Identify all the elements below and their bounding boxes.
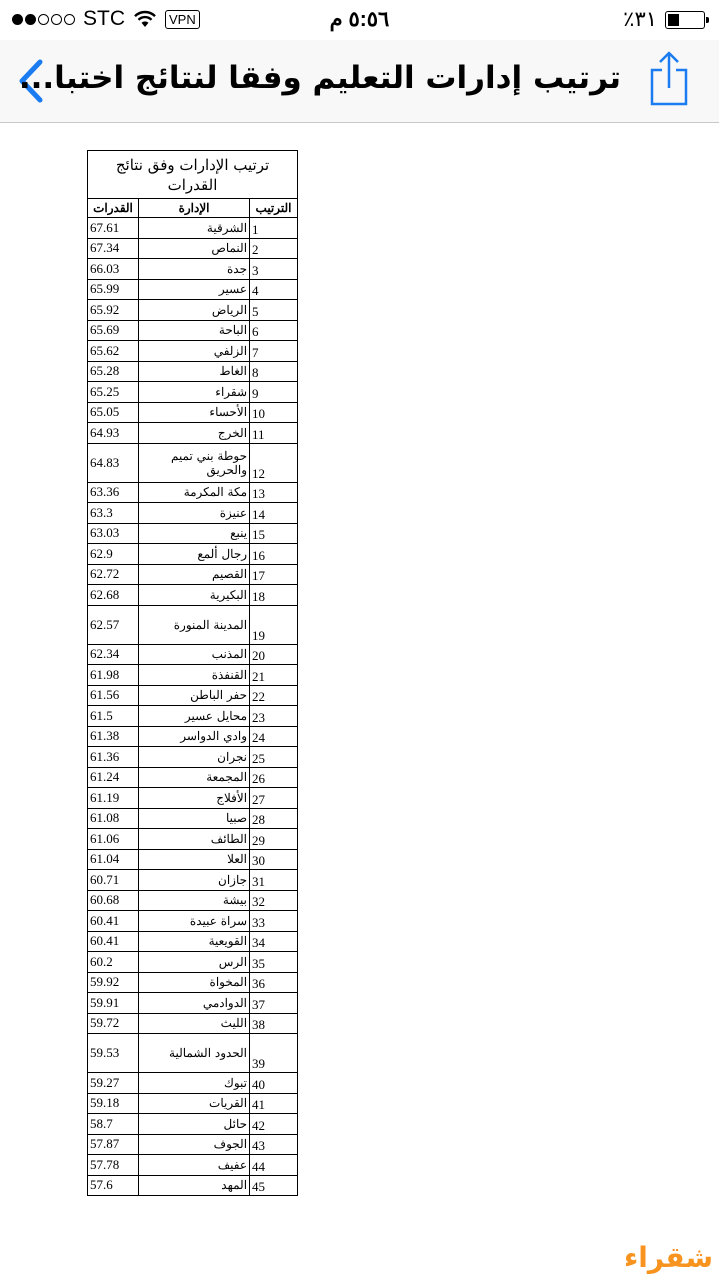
table-row — [88, 911, 298, 932]
score-cell: 59.92 — [88, 972, 139, 993]
score-cell: 61.06 — [88, 829, 139, 850]
rank-cell: 9 — [250, 382, 298, 403]
table-row — [88, 644, 298, 665]
score-cell: 65.99 — [88, 279, 139, 300]
name-cell: الشرقية — [139, 218, 250, 239]
name-cell: شقراء — [139, 382, 250, 403]
table-row — [88, 423, 298, 444]
score-cell: 65.25 — [88, 382, 139, 403]
table-row — [88, 726, 298, 747]
score-cell: 61.38 — [88, 726, 139, 747]
rank-cell: 19 — [250, 605, 298, 644]
score-cell: 63.03 — [88, 523, 139, 544]
carrier-name: STC — [83, 7, 125, 30]
name-cell: عنيزة — [139, 503, 250, 524]
rank-cell: 26 — [250, 767, 298, 788]
score-cell: 65.69 — [88, 320, 139, 341]
name-cell: العلا — [139, 849, 250, 870]
rank-cell: 44 — [250, 1155, 298, 1176]
rank-cell: 40 — [250, 1073, 298, 1094]
score-cell: 64.83 — [88, 443, 139, 482]
name-cell: عسير — [139, 279, 250, 300]
rank-cell: 7 — [250, 341, 298, 362]
name-cell: ينبع — [139, 523, 250, 544]
table-row — [88, 564, 298, 585]
score-cell: 67.61 — [88, 218, 139, 239]
score-cell: 58.7 — [88, 1114, 139, 1135]
score-cell: 57.87 — [88, 1134, 139, 1155]
name-cell: بيشة — [139, 890, 250, 911]
name-cell: حفر الباطن — [139, 685, 250, 706]
table-row — [88, 361, 298, 382]
page-title: ترتيب إدارات التعليم وفقا لنتائج اختبا... — [18, 60, 621, 96]
score-cell: 63.36 — [88, 482, 139, 503]
table-row — [88, 788, 298, 809]
rank-cell: 36 — [250, 972, 298, 993]
table-row — [88, 544, 298, 565]
rank-cell: 1 — [250, 218, 298, 239]
name-cell: الأفلاج — [139, 788, 250, 809]
table-row — [88, 443, 298, 482]
table-row — [88, 402, 298, 423]
rank-cell: 13 — [250, 482, 298, 503]
score-cell: 61.98 — [88, 665, 139, 686]
rank-cell: 8 — [250, 361, 298, 382]
name-cell: عفيف — [139, 1155, 250, 1176]
table-row — [88, 503, 298, 524]
name-cell: الرس — [139, 952, 250, 973]
table-row — [88, 523, 298, 544]
rank-cell: 37 — [250, 993, 298, 1014]
table-row — [88, 808, 298, 829]
name-cell: جازان — [139, 870, 250, 891]
rank-cell: 30 — [250, 849, 298, 870]
table-row — [88, 665, 298, 686]
name-cell: الطائف — [139, 829, 250, 850]
score-cell: 65.28 — [88, 361, 139, 382]
name-cell: القنفذة — [139, 665, 250, 686]
rank-cell: 42 — [250, 1114, 298, 1135]
rank-cell: 5 — [250, 300, 298, 321]
rank-cell: 28 — [250, 808, 298, 829]
table-row — [88, 1073, 298, 1094]
rank-cell: 6 — [250, 320, 298, 341]
name-cell: الحدود الشمالية — [139, 1034, 250, 1073]
score-cell: 65.05 — [88, 402, 139, 423]
score-cell: 62.72 — [88, 564, 139, 585]
score-cell: 62.34 — [88, 644, 139, 665]
score-cell: 62.9 — [88, 544, 139, 565]
name-cell: الدوادمي — [139, 993, 250, 1014]
name-cell: حوطة بني تميم والحريق — [139, 443, 250, 482]
table-row — [88, 341, 298, 362]
name-cell: تبوك — [139, 1073, 250, 1094]
table-row — [88, 300, 298, 321]
score-cell: 57.78 — [88, 1155, 139, 1176]
table-row — [88, 931, 298, 952]
score-cell: 59.18 — [88, 1093, 139, 1114]
rank-cell: 32 — [250, 890, 298, 911]
table-row — [88, 706, 298, 727]
score-cell: 61.36 — [88, 747, 139, 768]
name-cell: المخواة — [139, 972, 250, 993]
score-cell: 62.68 — [88, 585, 139, 606]
table-row — [88, 279, 298, 300]
rank-cell: 43 — [250, 1134, 298, 1155]
rank-cell: 18 — [250, 585, 298, 606]
rank-cell: 2 — [250, 238, 298, 259]
table-row — [88, 320, 298, 341]
name-cell: المدينة المنورة — [139, 605, 250, 644]
rank-cell: 4 — [250, 279, 298, 300]
rank-cell: 17 — [250, 564, 298, 585]
name-cell: نجران — [139, 747, 250, 768]
score-cell: 60.71 — [88, 870, 139, 891]
rank-cell: 33 — [250, 911, 298, 932]
name-cell: الغاط — [139, 361, 250, 382]
name-cell: الزلفي — [139, 341, 250, 362]
name-cell: مكة المكرمة — [139, 482, 250, 503]
score-cell: 59.53 — [88, 1034, 139, 1073]
score-cell: 60.2 — [88, 952, 139, 973]
name-cell: القريات — [139, 1093, 250, 1114]
table-caption: ترتيب الإدارات وفق نتائج القدرات — [88, 151, 298, 199]
score-cell: 66.03 — [88, 259, 139, 280]
battery-percent: ٪٣١ — [623, 8, 657, 31]
score-cell: 65.92 — [88, 300, 139, 321]
name-cell: وادي الدواسر — [139, 726, 250, 747]
rank-cell: 31 — [250, 870, 298, 891]
name-cell: الرياض — [139, 300, 250, 321]
score-cell: 60.41 — [88, 911, 139, 932]
nav-bar — [0, 40, 719, 123]
table-row — [88, 1134, 298, 1155]
vpn-badge: VPN — [165, 10, 200, 29]
table-row — [88, 259, 298, 280]
rank-cell: 22 — [250, 685, 298, 706]
name-cell: النماص — [139, 238, 250, 259]
score-cell: 61.56 — [88, 685, 139, 706]
score-cell: 57.6 — [88, 1175, 139, 1196]
rank-cell: 38 — [250, 1013, 298, 1034]
table-row — [88, 870, 298, 891]
watermark-logo: شقراء — [623, 1241, 713, 1274]
table-row — [88, 849, 298, 870]
header-score: القدرات — [88, 199, 139, 218]
status-bar — [0, 0, 719, 40]
score-cell: 64.93 — [88, 423, 139, 444]
battery-level — [668, 14, 679, 26]
table-row — [88, 382, 298, 403]
name-cell: الخرج — [139, 423, 250, 444]
name-cell: القصيم — [139, 564, 250, 585]
table-row — [88, 1114, 298, 1135]
score-cell: 61.04 — [88, 849, 139, 870]
name-cell: صبيا — [139, 808, 250, 829]
table-row — [88, 685, 298, 706]
table-row — [88, 952, 298, 973]
rank-cell: 12 — [250, 443, 298, 482]
score-cell: 59.27 — [88, 1073, 139, 1094]
table-row — [88, 585, 298, 606]
table-row — [88, 767, 298, 788]
table-row — [88, 1034, 298, 1073]
table-row — [88, 218, 298, 239]
score-cell: 59.91 — [88, 993, 139, 1014]
score-cell: 61.24 — [88, 767, 139, 788]
rank-cell: 3 — [250, 259, 298, 280]
table-row — [88, 993, 298, 1014]
score-cell: 61.5 — [88, 706, 139, 727]
score-cell: 63.3 — [88, 503, 139, 524]
table-row — [88, 972, 298, 993]
header-rank: الترتيب — [250, 199, 298, 218]
score-cell: 59.72 — [88, 1013, 139, 1034]
table-row — [88, 238, 298, 259]
rank-cell: 24 — [250, 726, 298, 747]
rank-cell: 27 — [250, 788, 298, 809]
name-cell: الباحة — [139, 320, 250, 341]
table-row — [88, 1155, 298, 1176]
rank-cell: 21 — [250, 665, 298, 686]
rank-cell: 45 — [250, 1175, 298, 1196]
rank-cell: 35 — [250, 952, 298, 973]
name-cell: الجوف — [139, 1134, 250, 1155]
name-cell: جدة — [139, 259, 250, 280]
battery-icon — [665, 11, 705, 29]
table-row — [88, 829, 298, 850]
name-cell: المذنب — [139, 644, 250, 665]
rank-cell: 16 — [250, 544, 298, 565]
rank-cell: 41 — [250, 1093, 298, 1114]
name-cell: القويعية — [139, 931, 250, 952]
table-row — [88, 890, 298, 911]
table-row — [88, 747, 298, 768]
status-right — [623, 7, 705, 32]
table-row — [88, 1013, 298, 1034]
table-row — [88, 1175, 298, 1196]
name-cell: الليث — [139, 1013, 250, 1034]
score-cell: 65.62 — [88, 341, 139, 362]
name-cell: رجال ألمع — [139, 544, 250, 565]
rank-cell: 29 — [250, 829, 298, 850]
name-cell: البكيرية — [139, 585, 250, 606]
score-cell: 62.57 — [88, 605, 139, 644]
table-row — [88, 605, 298, 644]
share-icon[interactable] — [647, 50, 691, 106]
rank-cell: 10 — [250, 402, 298, 423]
name-cell: حائل — [139, 1114, 250, 1135]
name-cell: سراة عبيدة — [139, 911, 250, 932]
score-cell: 61.08 — [88, 808, 139, 829]
score-cell: 61.19 — [88, 788, 139, 809]
rank-cell: 39 — [250, 1034, 298, 1073]
rank-cell: 25 — [250, 747, 298, 768]
rank-cell: 15 — [250, 523, 298, 544]
table-row — [88, 482, 298, 503]
rankings-table — [87, 150, 298, 1196]
score-cell: 60.41 — [88, 931, 139, 952]
name-cell: محايل عسير — [139, 706, 250, 727]
score-cell: 60.68 — [88, 890, 139, 911]
table-row — [88, 1093, 298, 1114]
rank-cell: 11 — [250, 423, 298, 444]
name-cell: الأحساء — [139, 402, 250, 423]
rank-cell: 20 — [250, 644, 298, 665]
header-name: الإدارة — [139, 199, 250, 218]
status-time: ٥:٥٦ م — [329, 8, 390, 31]
name-cell: المجمعة — [139, 767, 250, 788]
rank-cell: 14 — [250, 503, 298, 524]
document-content[interactable] — [0, 124, 719, 1280]
rank-cell: 34 — [250, 931, 298, 952]
name-cell: المهد — [139, 1175, 250, 1196]
score-cell: 67.34 — [88, 238, 139, 259]
rank-cell: 23 — [250, 706, 298, 727]
